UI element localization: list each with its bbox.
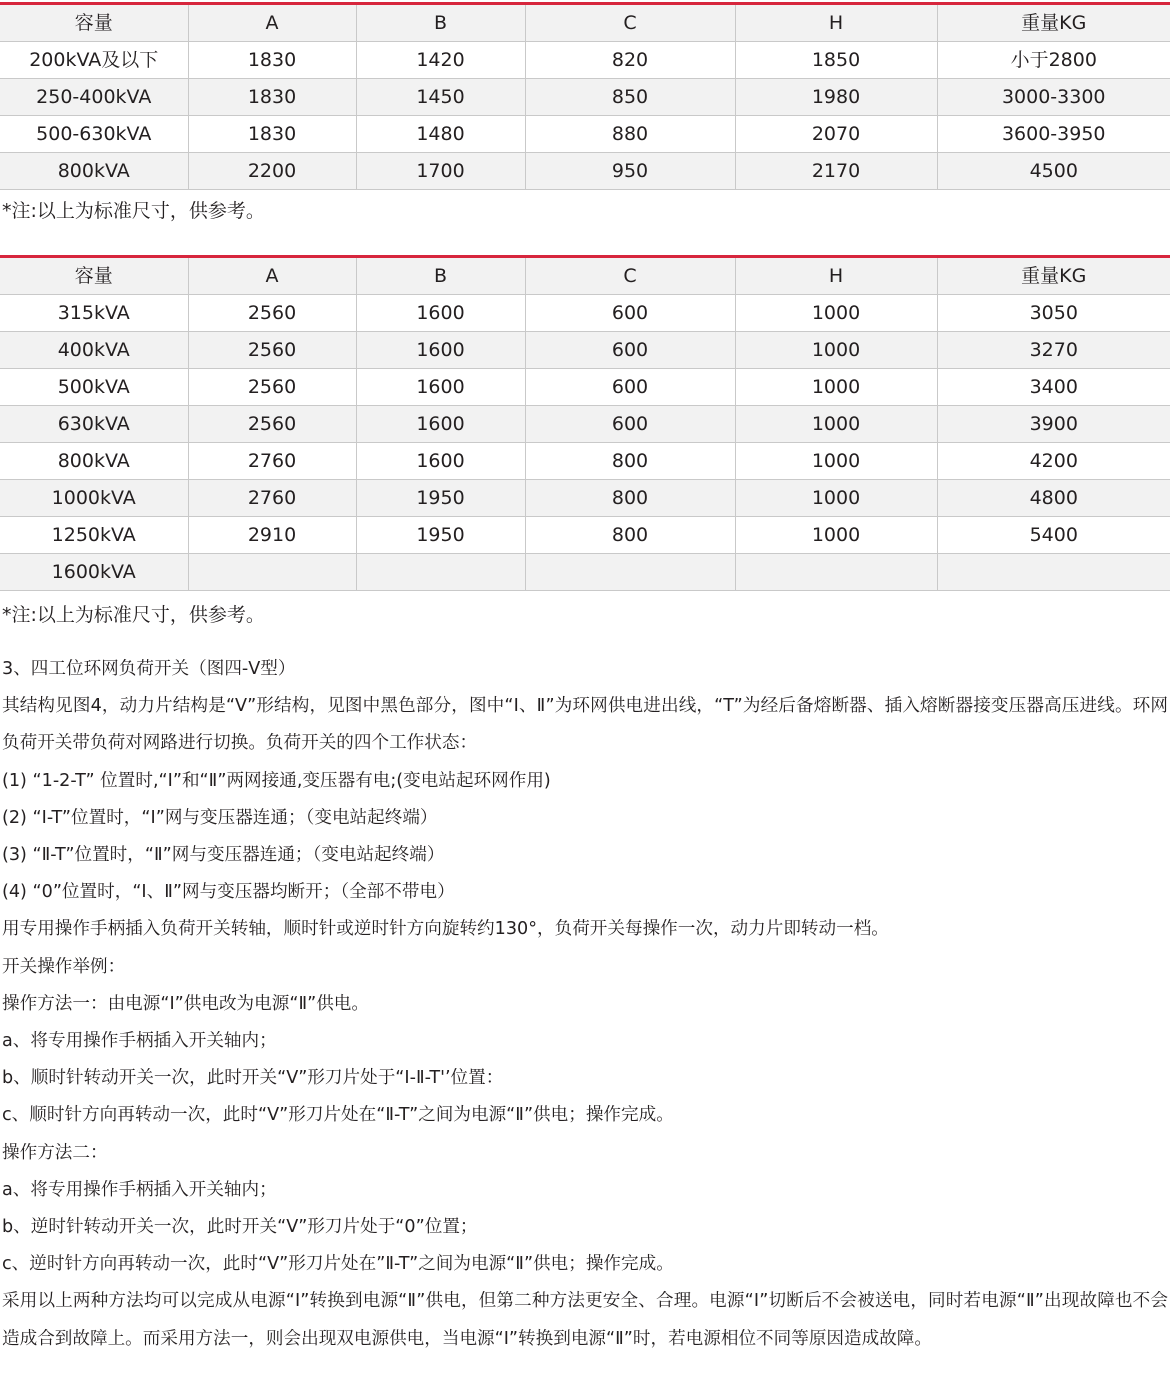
table-cell: 1600 xyxy=(356,406,525,443)
header-weight: 重量KG xyxy=(937,4,1170,42)
table-row xyxy=(0,42,1170,79)
table-row xyxy=(0,443,1170,480)
table-cell xyxy=(525,554,735,591)
table-cell xyxy=(735,554,937,591)
table-cell: 600 xyxy=(525,295,735,332)
table-cell: 2200 xyxy=(188,153,356,190)
table-cell: 800kVA xyxy=(0,443,188,480)
header-h: H xyxy=(735,4,937,42)
table-cell: 1830 xyxy=(188,116,356,153)
table-cell: 2070 xyxy=(735,116,937,153)
table-cell: 1600 xyxy=(356,369,525,406)
table-cell: 1600 xyxy=(356,443,525,480)
table-cell: 2560 xyxy=(188,406,356,443)
method-2-step: b、逆时针转动开关一次，此时开关“V”形刀片处于“0”位置； xyxy=(2,1217,478,1238)
table-cell: 600 xyxy=(525,406,735,443)
table-cell: 1450 xyxy=(356,79,525,116)
table-cell: 3050 xyxy=(937,295,1170,332)
table-header-row xyxy=(0,4,1170,42)
table-cell: 2170 xyxy=(735,153,937,190)
table-row xyxy=(0,480,1170,517)
table-row xyxy=(0,517,1170,554)
table-2-note: *注:以上为标准尺寸，供参考。 xyxy=(2,604,265,626)
method-2-title: 操作方法二： xyxy=(2,1142,108,1163)
spec-table-1 xyxy=(0,2,1170,190)
table-cell: 3270 xyxy=(937,332,1170,369)
table-row xyxy=(0,406,1170,443)
table-cell: 1420 xyxy=(356,42,525,79)
table-1-note: *注:以上为标准尺寸，供参考。 xyxy=(2,200,265,222)
table-row xyxy=(0,332,1170,369)
operation-paragraph: 用专用操作手柄插入负荷开关转轴，顺时针或逆时针方向旋转约130°，负荷开关每操作一次，动力片即转动一档。 xyxy=(2,919,889,940)
intro-paragraph: 其结构见图4，动力片结构是“V”形结构，见图中黑色部分，图中“Ⅰ、Ⅱ”为环网供电进出线，“T”为经后备熔断器、插入熔断器接变压器高压进线。环网负荷开关带负荷对网路进行切换。负荷开关的四个工作状态： xyxy=(2,696,1168,754)
spec-table-2 xyxy=(0,255,1170,591)
table-cell: 3900 xyxy=(937,406,1170,443)
method-1-title: 操作方法一：由电源“Ⅰ”供电改为电源“Ⅱ”供电。 xyxy=(2,993,369,1014)
table-cell: 1600kVA xyxy=(0,554,188,591)
table-cell: 800 xyxy=(525,517,735,554)
table-cell: 315kVA xyxy=(0,295,188,332)
table-header-row xyxy=(0,257,1170,295)
method-2-step: a、将专用操作手柄插入开关轴内； xyxy=(2,1179,277,1200)
state-item: (1) “1-2-T” 位置时,“Ⅰ”和“Ⅱ”两网接通,变压器有电;(变电站起环网作用) xyxy=(2,770,551,791)
table-cell: 1250kVA xyxy=(0,517,188,554)
table-cell: 850 xyxy=(525,79,735,116)
table-cell: 1600 xyxy=(356,332,525,369)
table-cell: 3600-3950 xyxy=(937,116,1170,153)
table-cell: 880 xyxy=(525,116,735,153)
method-1-step: c、顺时针方向再转动一次，此时“V”形刀片处在“Ⅱ-T”之间为电源“Ⅱ”供电；操作完成。 xyxy=(2,1105,674,1126)
state-item: (4) “0”位置时，“Ⅰ、Ⅱ”网与变压器均断开；（全部不带电） xyxy=(2,882,455,903)
table-cell: 2760 xyxy=(188,443,356,480)
table-cell: 500-630kVA xyxy=(0,116,188,153)
table-cell: 1000kVA xyxy=(0,480,188,517)
method-1-step: b、顺时针转动开关一次，此时开关“V”形刀片处于“Ⅰ-Ⅱ-T'’位置： xyxy=(2,1068,504,1089)
table-cell xyxy=(356,554,525,591)
table-cell: 1830 xyxy=(188,42,356,79)
table-cell: 820 xyxy=(525,42,735,79)
table-row xyxy=(0,295,1170,332)
table-cell: 1000 xyxy=(735,295,937,332)
method-2-step: c、逆时针方向再转动一次，此时“V”形刀片处在”Ⅱ-T”之间为电源“Ⅱ”供电；操作完成。 xyxy=(2,1254,674,1275)
table-cell xyxy=(188,554,356,591)
table-cell: 1950 xyxy=(356,517,525,554)
table-row xyxy=(0,554,1170,591)
table-cell: 5400 xyxy=(937,517,1170,554)
table-cell: 4800 xyxy=(937,480,1170,517)
state-item: (3) “Ⅱ-T”位置时，“Ⅱ”网与变压器连通；（变电站起终端） xyxy=(2,845,445,866)
table-cell: 3400 xyxy=(937,369,1170,406)
header-c: C xyxy=(525,4,735,42)
table-cell: 1000 xyxy=(735,517,937,554)
table-cell: 800 xyxy=(525,443,735,480)
table-cell: 1830 xyxy=(188,79,356,116)
example-title: 开关操作举例： xyxy=(2,956,126,977)
header-b: B xyxy=(356,257,525,295)
table-cell: 1000 xyxy=(735,406,937,443)
table-cell: 200kVA及以下 xyxy=(0,42,188,79)
table-cell: 500kVA xyxy=(0,369,188,406)
header-h: H xyxy=(735,257,937,295)
header-capacity: 容量 xyxy=(0,257,188,295)
table-row xyxy=(0,79,1170,116)
header-b: B xyxy=(356,4,525,42)
description-text xyxy=(2,651,1168,1358)
table-cell: 2560 xyxy=(188,295,356,332)
table-cell: 250-400kVA xyxy=(0,79,188,116)
table-row xyxy=(0,116,1170,153)
header-capacity: 容量 xyxy=(0,4,188,42)
table-cell: 1480 xyxy=(356,116,525,153)
header-c: C xyxy=(525,257,735,295)
table-cell: 800kVA xyxy=(0,153,188,190)
table-cell: 630kVA xyxy=(0,406,188,443)
table-cell: 1000 xyxy=(735,369,937,406)
table-cell: 4500 xyxy=(937,153,1170,190)
table-cell: 950 xyxy=(525,153,735,190)
table-cell: 1600 xyxy=(356,295,525,332)
method-1-step: a、将专用操作手柄插入开关轴内； xyxy=(2,1031,277,1052)
table-cell: 800 xyxy=(525,480,735,517)
table-cell: 2910 xyxy=(188,517,356,554)
table-cell: 1950 xyxy=(356,480,525,517)
state-item: (2) “Ⅰ-T”位置时，“Ⅰ”网与变压器连通；（变电站起终端） xyxy=(2,807,438,828)
section-heading: 3、四工位环网负荷开关（图四-V型） xyxy=(2,659,296,679)
conclusion-paragraph: 采用以上两种方法均可以完成从电源“Ⅰ”转换到电源“Ⅱ”供电，但第二种方法更安全、合理。电源“Ⅰ”切断后不会被送电，同时若电源“Ⅱ”出现故障也不会造成合到故障上。而采用方法一，则会出现双电源供电，当电源“Ⅰ”转换到电源“Ⅱ”时，若电源相位不同等原因造成故障。 xyxy=(2,1291,1168,1349)
table-cell: 2760 xyxy=(188,480,356,517)
table-cell: 2560 xyxy=(188,369,356,406)
table-cell: 4200 xyxy=(937,443,1170,480)
table-cell: 1850 xyxy=(735,42,937,79)
table-cell: 1700 xyxy=(356,153,525,190)
header-a: A xyxy=(188,4,356,42)
table-cell: 1000 xyxy=(735,332,937,369)
table-cell: 600 xyxy=(525,369,735,406)
table-cell: 400kVA xyxy=(0,332,188,369)
header-weight: 重量KG xyxy=(937,257,1170,295)
table-cell xyxy=(937,554,1170,591)
table-row xyxy=(0,153,1170,190)
table-cell: 小于2800 xyxy=(937,42,1170,79)
table-cell: 2560 xyxy=(188,332,356,369)
table-cell: 3000-3300 xyxy=(937,79,1170,116)
table-row xyxy=(0,369,1170,406)
table-cell: 1000 xyxy=(735,480,937,517)
header-a: A xyxy=(188,257,356,295)
table-cell: 1000 xyxy=(735,443,937,480)
table-cell: 1980 xyxy=(735,79,937,116)
table-cell: 600 xyxy=(525,332,735,369)
